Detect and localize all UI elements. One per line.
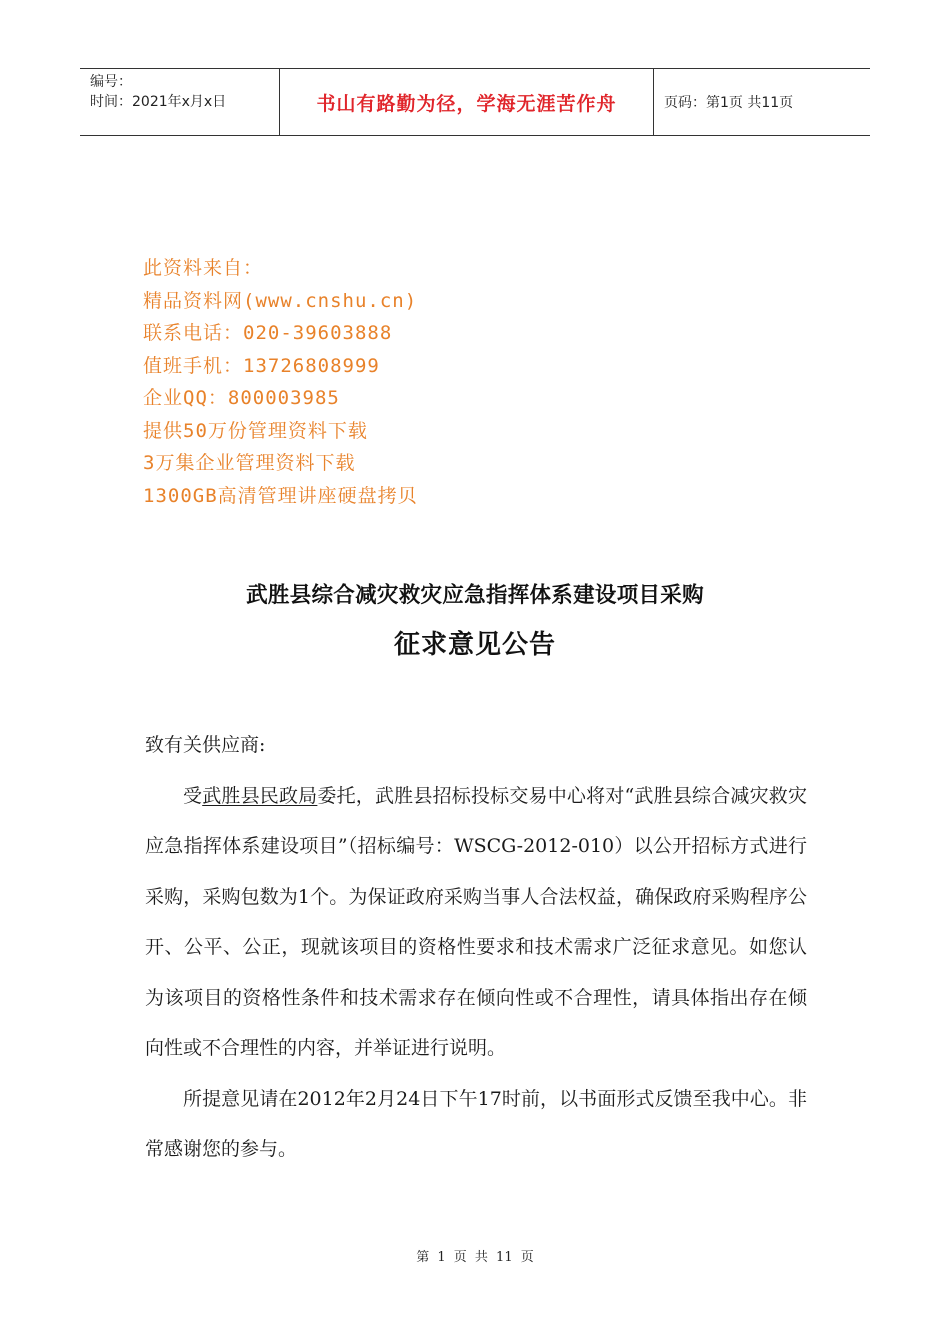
page-header: [80, 68, 870, 136]
source-line: 此资料来自：: [143, 257, 264, 279]
paragraph-commission: [145, 771, 807, 1074]
paragraph-text: 委托，武胜县招标投标交易中心将对“武胜县综合减灾救灾应急指挥体系建设项目”（招标编号：WSCG-2012-010）以公开招标方式进行采购，采购包数为1个。为保证政府采购当事人合法权益，确保政府采购程序公开、公平、公正，现就该项目的资格性要求和技术需求广泛征求意见。如您认为该项目的资格性条件和技术需求存在倾向性或不合理性，请具体指出存在倾向性或不合理性的内容，并举证进行说明。: [145, 784, 807, 1059]
paragraph-deadline: 所提意见请在2012年2月24日下午17时前，以书面形式反馈至我中心。非常感谢您的参与。: [145, 1087, 807, 1160]
source-line: 企业QQ：800003985: [143, 387, 340, 409]
source-line: 值班手机：13726808999: [143, 354, 380, 377]
source-line: 精品资料网(www.cnshu.cn): [143, 289, 418, 312]
salutation: 致有关供应商:: [145, 734, 266, 756]
document-title: 武胜县综合减灾救灾应急指挥体系建设项目采购: [246, 583, 704, 608]
header-motto: 书山有路勤为径，学海无涯苦作舟: [280, 69, 654, 135]
source-line: 1300GB高清管理讲座硬盘拷贝: [143, 484, 418, 507]
header-page-info: 页码：第1页 共11页: [664, 95, 794, 111]
document-subtitle: 征求意见公告: [393, 630, 556, 660]
source-line: 3万集企业管理资料下载: [143, 452, 356, 474]
document-time-label: 时间：2021年x月x日: [90, 94, 227, 110]
header-meta: [80, 69, 280, 135]
source-line: 联系电话：020-39603888: [143, 322, 393, 344]
document-body: [145, 720, 807, 1175]
source-info-block: [143, 252, 663, 512]
source-line: 提供50万份管理资料下载: [143, 419, 368, 442]
document-number-label: 编号：: [90, 74, 132, 90]
paragraph-prefix: 受: [183, 784, 203, 807]
page-footer: 第 1 页 共 11 页: [416, 1250, 534, 1265]
client-name: 武胜县民政局: [202, 784, 318, 807]
